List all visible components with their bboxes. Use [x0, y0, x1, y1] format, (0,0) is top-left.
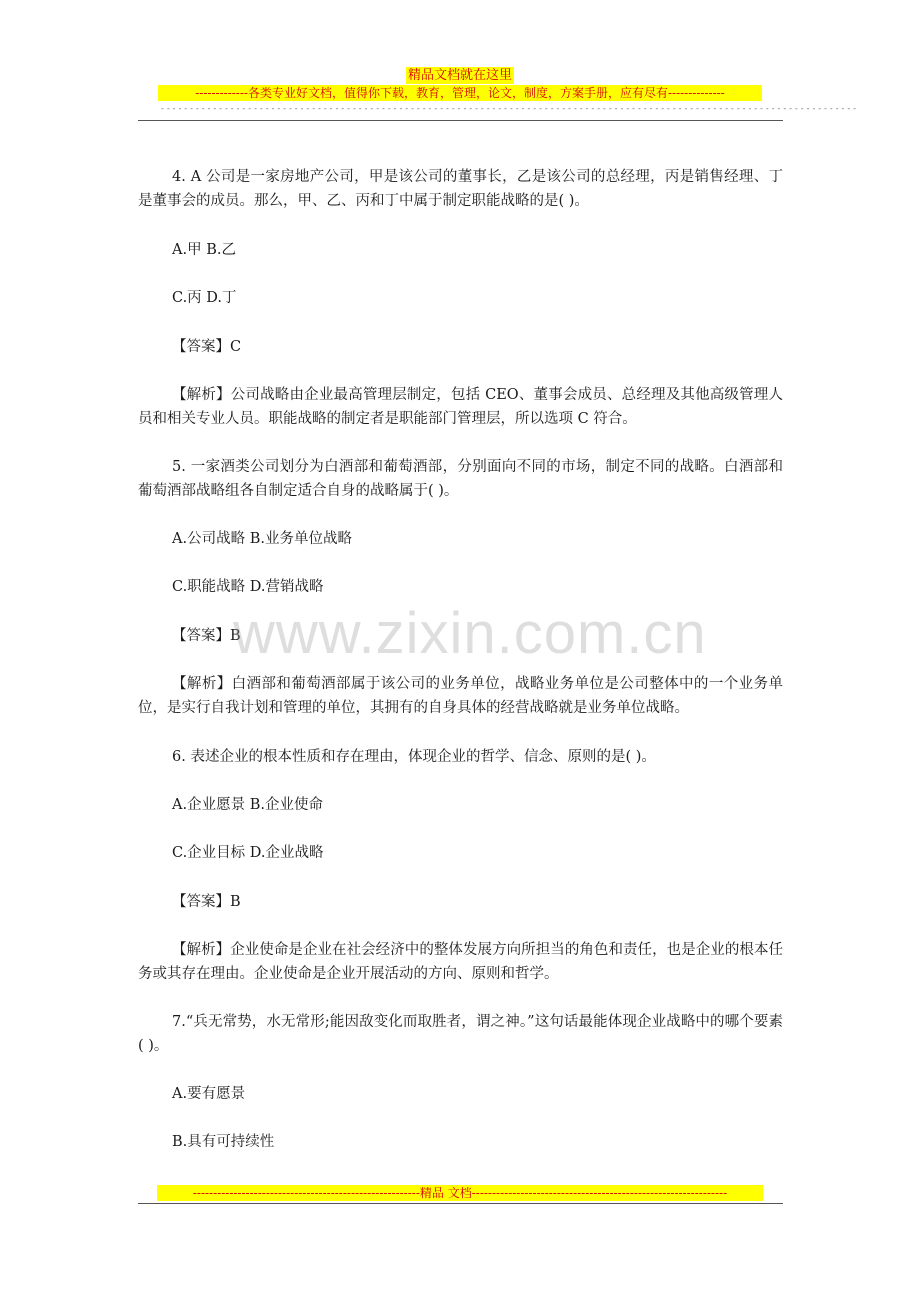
footer-rule [138, 1203, 783, 1204]
question-4-options-cd: C.丙 D.丁 [172, 290, 237, 306]
question-6-options-ab: A.企业愿景 B.企业使命 [172, 797, 323, 813]
question-4-stem: 4. A 公司是一家房地产公司，甲是该公司的董事长，乙是该公司的总经理，丙是销售经理、丁是董事会的成员。那么，甲、乙、丙和丁中属于制定职能战略的是( )。 [138, 169, 783, 209]
question-4-answer: 【答案】C [172, 339, 242, 355]
footer-text: --------------------------------------------------------精品 文档--------------------------------------------------------------- [157, 1185, 763, 1201]
question-7-option-a: A.要有愿景 [172, 1086, 246, 1102]
question-5-analysis: 【解析】白酒部和葡萄酒部属于该公司的业务单位，战略业务单位是公司整体中的一个业务单位，是实行自我计划和管理的单位，其拥有的自身具体的经营战略就是业务单位战略。 [138, 676, 783, 716]
question-7-stem: 7.“兵无常势，水无常形;能因敌变化而取胜者，谓之神。”这句话最能体现企业战略中的哪个要素( )。 [138, 1014, 783, 1054]
question-5-answer: 【答案】B [172, 628, 241, 644]
header-rule [138, 120, 783, 121]
question-4-options-ab: A.甲 B.乙 [172, 242, 236, 258]
question-5-options-ab: A.公司战略 B.业务单位战略 [172, 531, 352, 547]
question-6-analysis: 【解析】企业使命是企业在社会经济中的整体发展方向所担当的角色和责任，也是企业的根本任务或其存在理由。企业使命是企业开展活动的方向、原则和哲学。 [138, 942, 783, 982]
question-6-options-cd: C.企业目标 D.企业战略 [172, 845, 324, 861]
question-5-stem: 5. 一家酒类公司划分为白酒部和葡萄酒部，分别面向不同的市场，制定不同的战略。白酒部和葡萄酒部战略组各自制定适合自身的战略属于( )。 [138, 459, 783, 499]
header-subtitle: -------------各类专业好文档，值得你下载，教育，管理，论文，制度，方案手册，应有尽有-------------- [158, 85, 762, 101]
header-dash-line: ------------------------------------------------------------------------------------------------------------------------ [160, 104, 858, 113]
header [0, 64, 920, 84]
question-4-analysis: 【解析】公司战略由企业最高管理层制定，包括 CEO、董事会成员、总经理及其他高级管理人员和相关专业人员。职能战略的制定者是职能部门管理层，所以选项 C 符合。 [138, 387, 783, 427]
header-title: 精品文档就在这里 [407, 68, 512, 83]
watermark: www.zixin.com.cn [233, 601, 707, 666]
question-6-answer: 【答案】B [172, 894, 241, 910]
question-5-options-cd: C.职能战略 D.营销战略 [172, 579, 324, 595]
question-6-stem: 6. 表述企业的根本性质和存在理由，体现企业的哲学、信念、原则的是( )。 [172, 749, 656, 765]
question-7-option-b: B.具有可持续性 [172, 1134, 275, 1150]
